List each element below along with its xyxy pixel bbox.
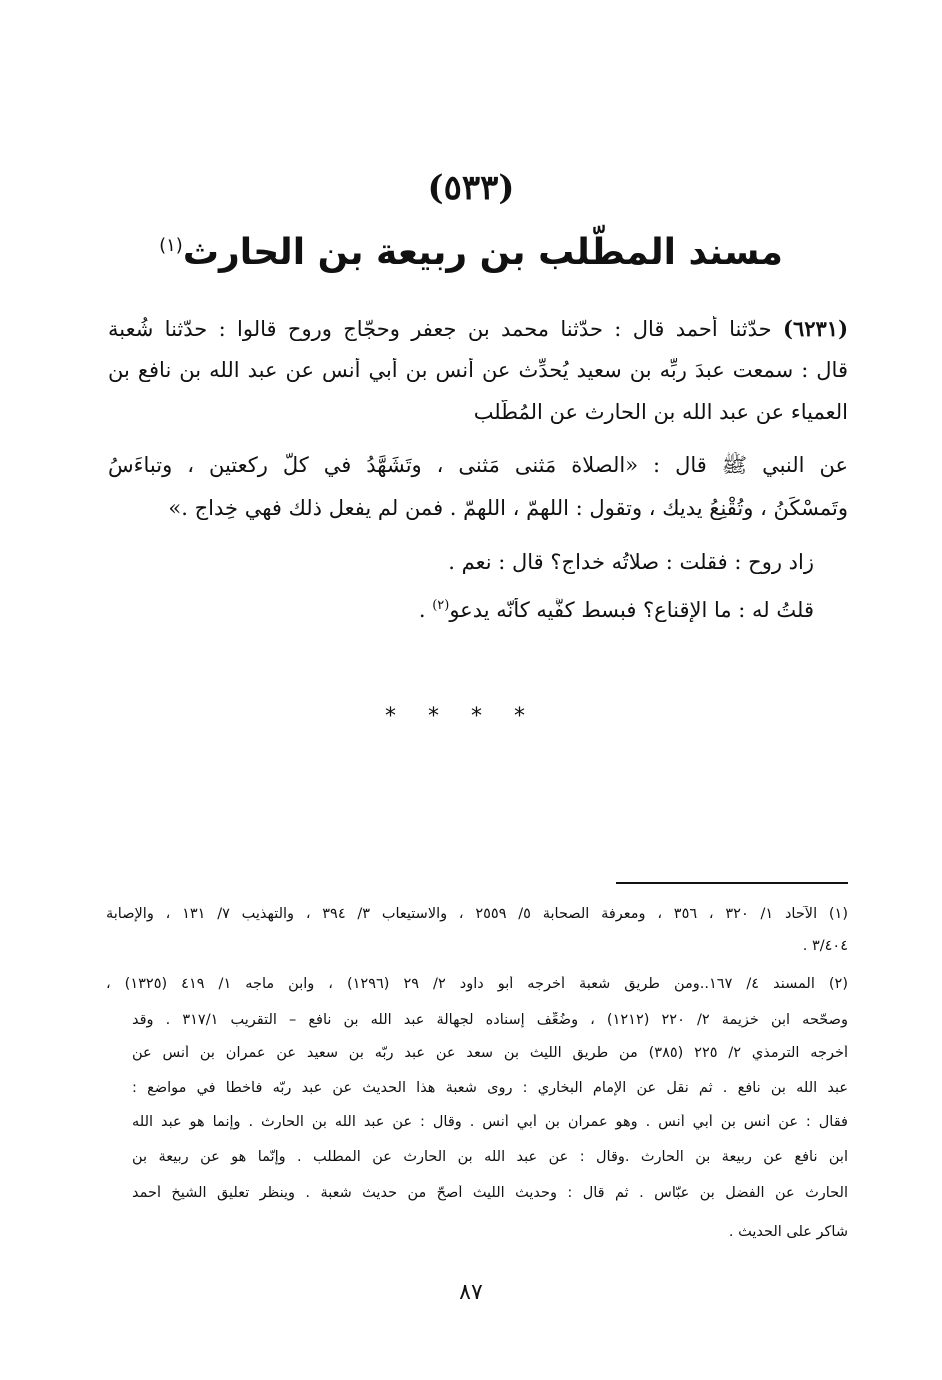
hadith-line-2: [108, 358, 848, 382]
hadith-line-4: [108, 452, 848, 483]
section-title-text: مسند المطّلب بن ربيعة بن الحارث: [182, 232, 783, 273]
hadith-line-text: وتَمسْكَنُ ، وتُقْنِعُ يديك ، وتقول : اللهمّ ، اللهمّ . فمن لم يفعل ذلك فهي خِداج .»: [168, 496, 848, 520]
hadith-line-text: حدّثنا أحمد قال : حدّثنا محمد بن جعفر وحجّاج وروح قالوا : حدّثنا شُعبة: [108, 317, 783, 341]
footnote-line: ٣/٤٠٤ .: [802, 938, 848, 954]
separator-star: *: [471, 704, 514, 729]
footnote-line: (١) الآحاد ١/ ٣٢٠ ، ٣٥٦ ، ومعرفة الصحابة ٥/ ٢٥٥٩ ، والاستيعاب ٣/ ٣٩٤ ، والتهذيب ٧/ ١٣١ ، والإصابة: [106, 906, 848, 922]
hadith-line-text: عن النبي ﷺ قال : «الصلاة مَثنى مَثنى ، وتَشَهَّدُ في كلّ ركعتين ، وتباءَسُ: [108, 453, 848, 477]
hadith-line-text: قلتُ له : ما الإقناع؟ فبسط كفَّيه كأنّه يدعو: [449, 598, 814, 622]
footnote-line: فقال : عن أنس بن أبي أنس . وهو عمران بن أبي أنس . وقال : عن عبد الله بن الحارث . وإنما هو عبد الله: [132, 1114, 848, 1130]
footnote-ref-2: (٢): [432, 598, 450, 613]
footnote-line: أخرجه الترمذي ٢/ ٢٢٥ (٣٨٥) من طريق الليث بن سعد عن عبد ربّه بن سعيد عن عمران بن أنس عن: [132, 1045, 848, 1061]
hadith-line-3: [108, 400, 848, 424]
chapter-number: (٥٣٣): [427, 168, 515, 208]
hadith-line-text: زاد روح : فقلت : صلاتُه خداج؟ قال : نعم .: [448, 550, 814, 574]
footnote-line: ابن نافع عن ربيعة بن الحارث .وقال : عن عبد الله بن الحارث عن المطلب . وإنّما هو عن ربيعة بن: [132, 1149, 848, 1165]
footnote-ref-1: (١): [159, 235, 183, 256]
footnote-line: الحارث عن الفضل بن عبّاس . ثم قال : وحديث الليث أصحّ من حديث شعبة . وينظر تعليق الشيخ أحمد: [132, 1185, 848, 1201]
page-number: ٨٧: [459, 1280, 483, 1305]
hadith-line-7: [114, 598, 814, 622]
hadith-line-6: [114, 550, 814, 574]
footnote-line: عبد الله بن نافع . ثم نقل عن الإمام البخاري : روى شعبة هذا الحديث عن عبد ربّه فأخطأ في مواضع :: [132, 1080, 848, 1096]
hadith-number: (٦٢٣١): [783, 316, 848, 341]
section-separator: [0, 704, 942, 729]
section-title: [0, 232, 942, 273]
footnote-line: (٢) المسند ٤/ ١٦٧..ومن طريق شعبة أخرجه أبو داود ٢/ ٢٩ (١٢٩٦) ، وابن ماجه ١/ ٤١٩ (١٣٢٥) ،: [106, 976, 848, 992]
hadith-line-text: قال : سمعت عبدَ ربِّه بن سعيد يُحدِّث عن أنس بن أبي أنس عن عبد الله بن نافع بن: [108, 358, 848, 382]
footnote-line: شاكر على الحديث .: [728, 1224, 848, 1240]
separator-star: *: [385, 704, 428, 729]
separator-star: *: [428, 704, 471, 729]
hadith-line-tail: .: [418, 598, 433, 622]
hadith-line-1: [108, 316, 848, 341]
hadith-line-text: العمياء عن عبد الله بن الحارث عن المُطّلب: [473, 400, 848, 424]
footnote-line: وصحّحه ابن خزيمة ٢/ ٢٢٠ (١٢١٢) ، وضُعِّف إسناده لجهالة عبد الله بن نافع – التقريب ٣١٧/١ . وقد: [132, 1012, 848, 1028]
separator-star: *: [514, 704, 557, 729]
hadith-line-5: [108, 496, 848, 520]
footnote-divider: [616, 882, 848, 884]
